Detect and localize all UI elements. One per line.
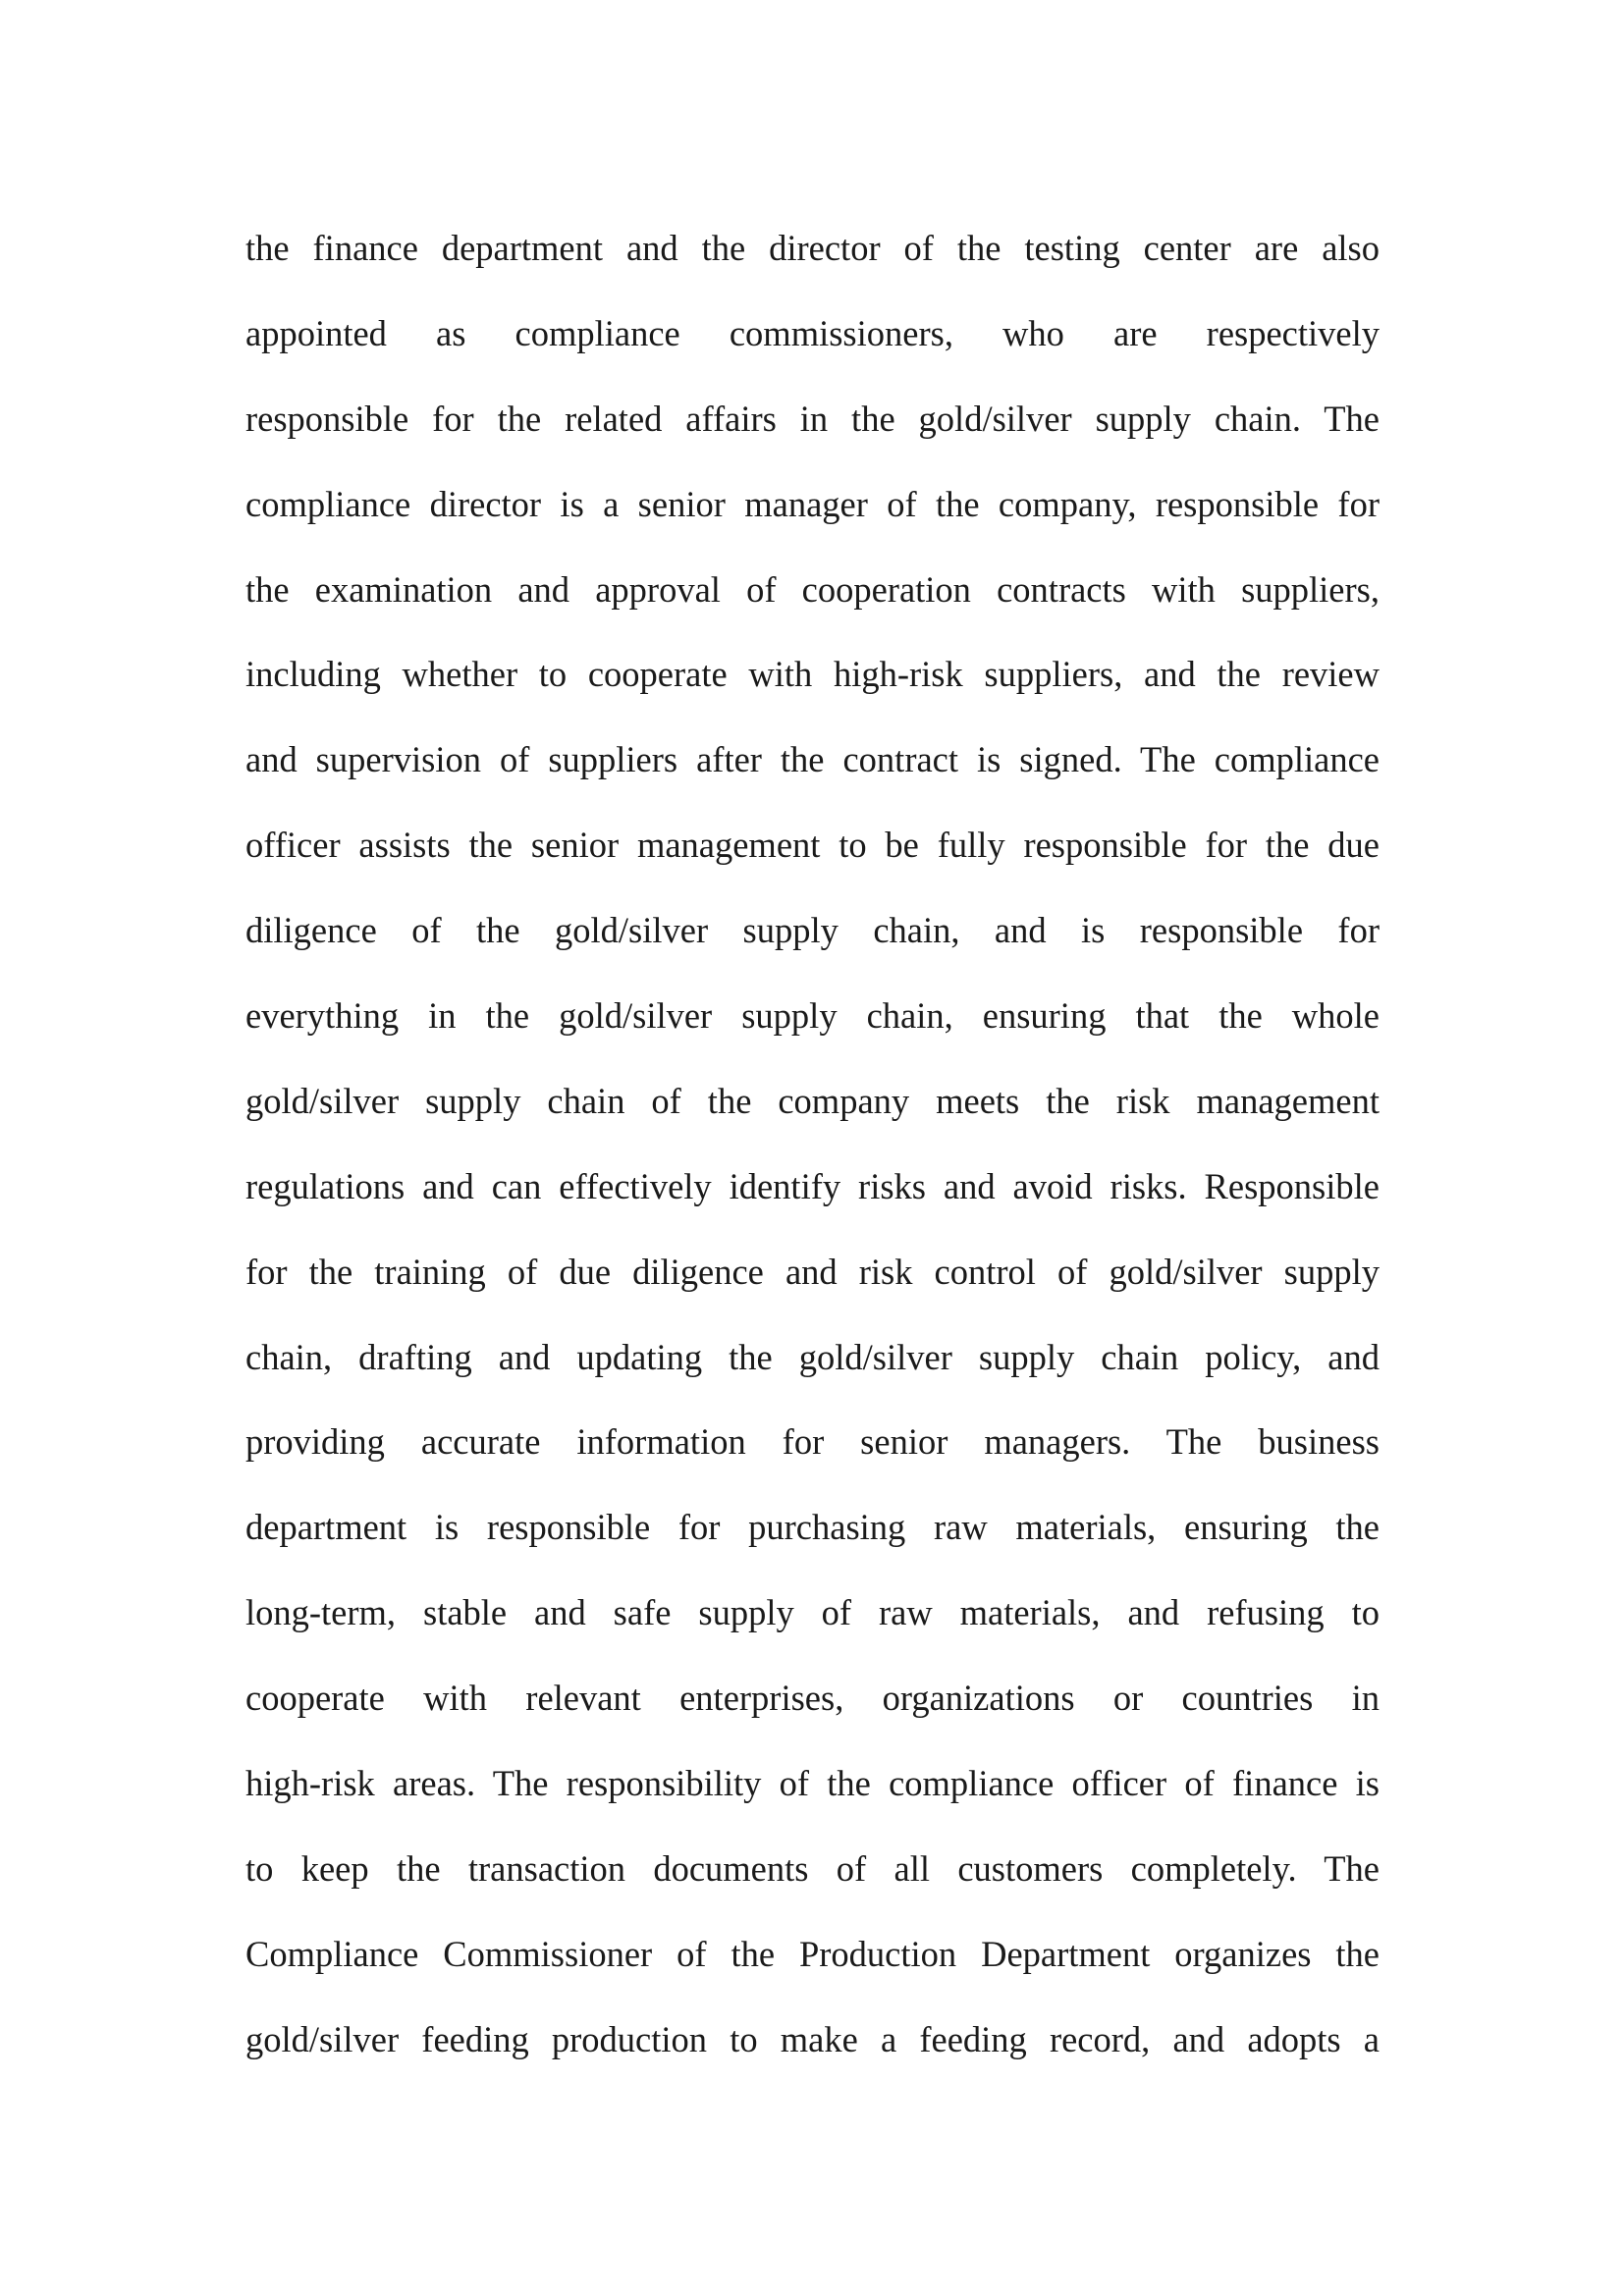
text-line: the examination and approval of cooperation contracts with suppliers, — [245, 568, 1380, 610]
text-line: officer assists the senior management to be fully responsible for the due — [245, 825, 1380, 866]
text-line: including whether to cooperate with high-risk suppliers, and the review — [245, 654, 1380, 695]
text-line: diligence of the gold/silver supply chain, and is responsible for — [245, 910, 1380, 951]
text-line: cooperate with relevant enterprises, organizations or countries in — [245, 1678, 1380, 1719]
text-line: to keep the transaction documents of all customers completely. The — [245, 1847, 1380, 1889]
text-line: the finance department and the director of the testing center are also — [245, 228, 1380, 268]
body-paragraph — [245, 206, 1380, 2083]
text-line: chain, drafting and updating the gold/silver supply chain policy, and — [245, 1336, 1380, 1377]
text-line: everything in the gold/silver supply chain, ensuring that the whole — [245, 995, 1380, 1037]
text-line: providing accurate information for senior managers. The business — [245, 1421, 1380, 1463]
text-line: department is responsible for purchasing raw materials, ensuring the — [245, 1507, 1380, 1548]
text-line: regulations and can effectively identify risks and avoid risks. Responsible — [245, 1165, 1380, 1206]
text-line: appointed as compliance commissioners, who are respectively — [245, 312, 1380, 353]
text-line: and supervision of suppliers after the contract is signed. The compliance — [245, 739, 1380, 780]
text-line: high-risk areas. The responsibility of the compliance officer of finance is — [245, 1763, 1380, 1804]
text-line: for the training of due diligence and risk control of gold/silver supply — [245, 1251, 1380, 1292]
text-line: compliance director is a senior manager of the company, responsible for — [245, 483, 1380, 524]
text-line: Compliance Commissioner of the Production Department organizes the — [245, 1933, 1380, 1974]
text-line: responsible for the related affairs in the gold/silver supply chain. The — [245, 398, 1380, 439]
text-line: long-term, stable and safe supply of raw materials, and refusing to — [245, 1592, 1380, 1633]
text-line: gold/silver supply chain of the company meets the risk management — [245, 1080, 1380, 1121]
text-line: gold/silver feeding production to make a feeding record, and adopts a — [245, 2018, 1380, 2059]
